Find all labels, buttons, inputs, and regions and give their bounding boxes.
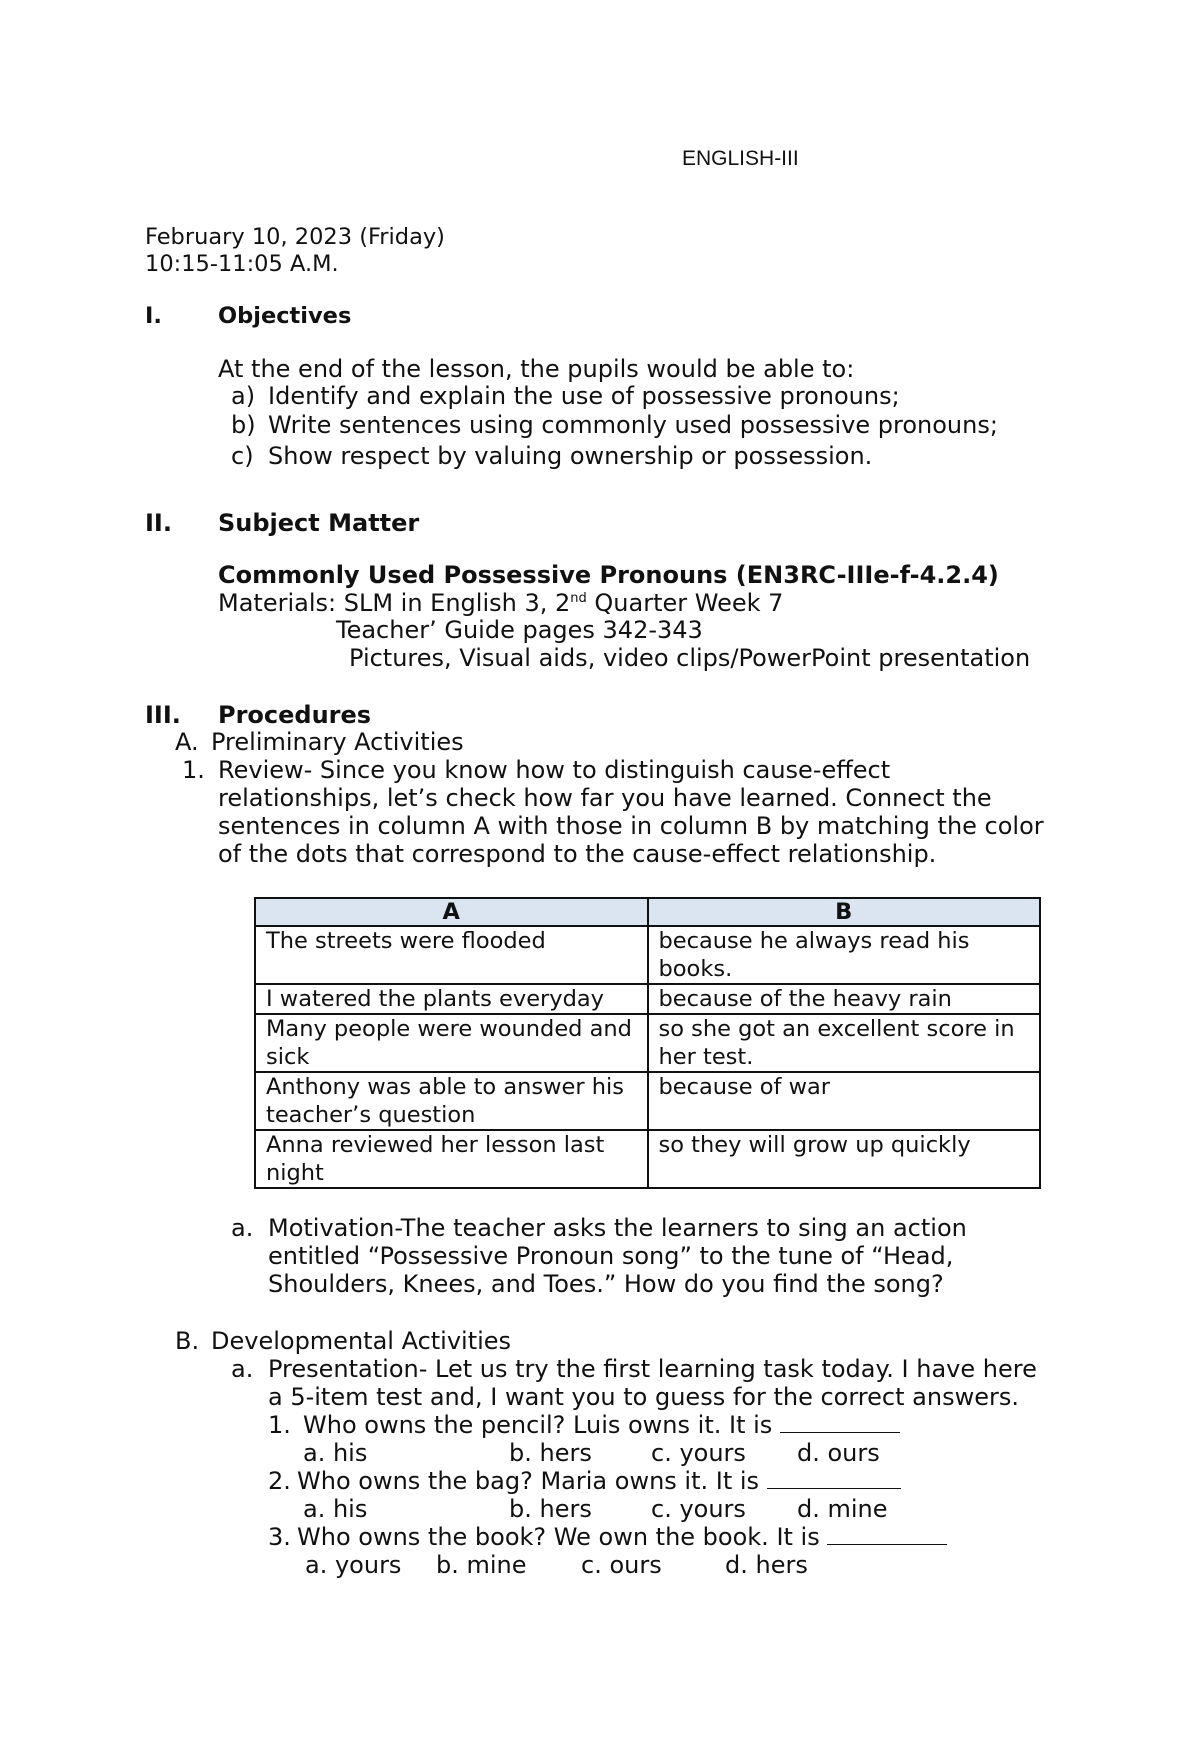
table-row bbox=[255, 1072, 1040, 1130]
column-a-header: A bbox=[255, 898, 648, 926]
prelim-marker: A. bbox=[175, 728, 199, 756]
teacher-guide-line: Teacher’ Guide pages 342-343 bbox=[336, 616, 703, 644]
review-line: of the dots that correspond to the cause-effect relationship. bbox=[218, 840, 937, 868]
procedures-numeral: III. bbox=[145, 701, 181, 729]
review-marker: 1. bbox=[182, 756, 205, 784]
answer-choice: d. hers bbox=[725, 1551, 808, 1579]
objectives-intro: At the end of the lesson, the pupils would be able to: bbox=[218, 355, 855, 383]
cause-cell: Anna reviewed her lesson last night bbox=[255, 1130, 648, 1188]
question-text bbox=[297, 1522, 947, 1552]
objective-marker: b) bbox=[231, 411, 256, 439]
answer-choice: a. his bbox=[303, 1439, 368, 1467]
subject-matter-heading: Subject Matter bbox=[218, 509, 420, 537]
motivation-line: Shoulders, Knees, and Toes.” How do you find the song? bbox=[268, 1270, 944, 1298]
answer-choice: c. yours bbox=[651, 1495, 746, 1523]
column-b-header: B bbox=[648, 898, 1041, 926]
effect-cell: so they will grow up quickly bbox=[648, 1130, 1041, 1188]
materials-suffix: Quarter Week 7 bbox=[586, 589, 784, 617]
answer-choice: d. ours bbox=[797, 1439, 880, 1467]
question-marker: 3. bbox=[268, 1523, 291, 1551]
table-row bbox=[255, 1130, 1040, 1188]
cause-cell: Many people were wounded and sick bbox=[255, 1014, 648, 1072]
developmental-heading: Developmental Activities bbox=[211, 1327, 512, 1355]
effect-cell: because of war bbox=[648, 1072, 1041, 1130]
review-line: Review- Since you know how to distinguish cause-effect bbox=[218, 756, 891, 784]
objective-item: Identify and explain the use of possessive pronouns; bbox=[268, 382, 900, 410]
effect-cell: because of the heavy rain bbox=[648, 984, 1041, 1014]
developmental-marker: B. bbox=[175, 1327, 200, 1355]
procedures-heading: Procedures bbox=[218, 701, 372, 729]
ordinal-suffix: nd bbox=[570, 591, 587, 606]
presentation-marker: a. bbox=[231, 1355, 254, 1383]
cause-cell: The streets were flooded bbox=[255, 926, 648, 984]
lesson-date: February 10, 2023 (Friday) bbox=[145, 224, 445, 250]
question-text bbox=[297, 1466, 901, 1496]
objectives-heading: Objectives bbox=[218, 303, 352, 329]
subject-matter-numeral: II. bbox=[145, 509, 172, 537]
topic-title: Commonly Used Possessive Pronouns (EN3RC-IIIe-f-4.2.4) bbox=[218, 561, 999, 589]
prelim-heading: Preliminary Activities bbox=[211, 728, 464, 756]
question-text bbox=[303, 1410, 900, 1440]
table-row bbox=[255, 984, 1040, 1014]
motivation-line: entitled “Possessive Pronoun song” to the tune of “Head, bbox=[268, 1242, 954, 1270]
answer-choice: b. hers bbox=[509, 1439, 592, 1467]
question-marker: 1. bbox=[268, 1411, 291, 1439]
question-prompt: Who owns the bag? Maria owns it. It is bbox=[297, 1467, 760, 1495]
objective-item: Write sentences using commonly used possessive pronouns; bbox=[268, 411, 998, 439]
objective-item: Show respect by valuing ownership or possession. bbox=[268, 442, 873, 470]
cause-cell: I watered the plants everyday bbox=[255, 984, 648, 1014]
question-marker: 2. bbox=[268, 1467, 291, 1495]
table-row bbox=[255, 926, 1040, 984]
answer-choice: a. his bbox=[303, 1495, 368, 1523]
lesson-time: 10:15-11:05 A.M. bbox=[145, 251, 339, 277]
review-line: relationships, let’s check how far you have learned. Connect the bbox=[218, 784, 992, 812]
effect-cell: because he always read his books. bbox=[648, 926, 1041, 984]
objective-marker: a) bbox=[231, 382, 256, 410]
motivation-line: Motivation-The teacher asks the learners to sing an action bbox=[268, 1214, 967, 1242]
document-title: ENGLISH-III bbox=[682, 147, 799, 170]
review-line: sentences in column A with those in column B by matching the color bbox=[218, 812, 1044, 840]
objective-marker: c) bbox=[231, 442, 254, 470]
answer-choice: c. yours bbox=[651, 1439, 746, 1467]
question-prompt: Who owns the pencil? Luis owns it. It is bbox=[303, 1411, 773, 1439]
effect-cell: so she got an excellent score in her test. bbox=[648, 1014, 1041, 1072]
motivation-marker: a. bbox=[231, 1214, 254, 1242]
answer-blank bbox=[780, 1410, 900, 1433]
answer-blank bbox=[827, 1522, 947, 1545]
objectives-numeral: I. bbox=[145, 303, 162, 329]
cause-effect-table bbox=[254, 897, 1041, 1189]
presentation-line: Presentation- Let us try the first learning task today. I have here bbox=[268, 1355, 1037, 1383]
answer-blank bbox=[767, 1466, 901, 1489]
presentation-line: a 5-item test and, I want you to guess for the correct answers. bbox=[268, 1383, 1019, 1411]
cause-cell: Anthony was able to answer his teacher’s question bbox=[255, 1072, 648, 1130]
materials-line bbox=[218, 588, 783, 618]
materials-prefix: Materials: SLM in English 3, 2 bbox=[218, 589, 571, 617]
answer-choice: b. mine bbox=[436, 1551, 527, 1579]
table-row bbox=[255, 1014, 1040, 1072]
answer-choice: b. hers bbox=[509, 1495, 592, 1523]
answer-choice: a. yours bbox=[305, 1551, 402, 1579]
aids-line: Pictures, Visual aids, video clips/PowerPoint presentation bbox=[349, 644, 1031, 672]
answer-choice: d. mine bbox=[797, 1495, 888, 1523]
question-prompt: Who owns the book? We own the book. It is bbox=[297, 1523, 820, 1551]
answer-choice: c. ours bbox=[581, 1551, 662, 1579]
